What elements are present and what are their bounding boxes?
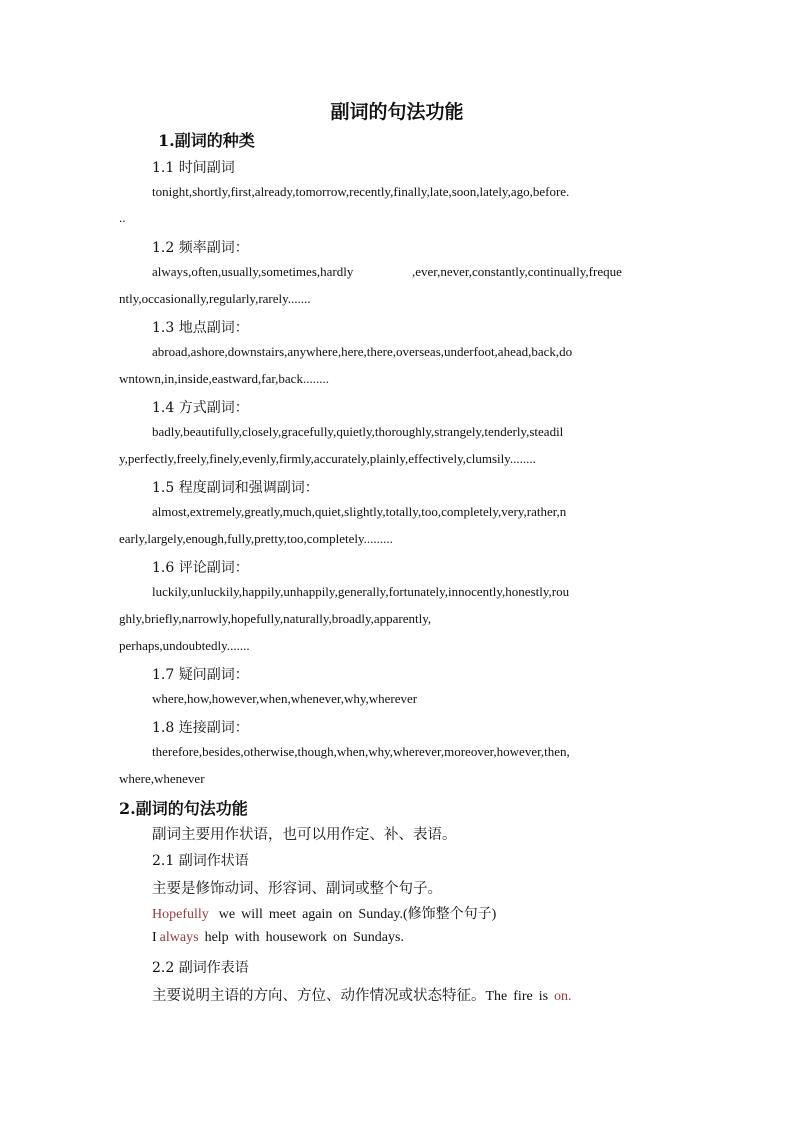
highlighted-adverb: always bbox=[159, 930, 199, 945]
example-word: will bbox=[241, 907, 263, 922]
subsection-manner-label: 1.4 方式副词： bbox=[152, 400, 249, 416]
interrogative-adverbs-line-1: where,how,however,when,whenever,why,wherever bbox=[152, 691, 418, 706]
subsection-predicative-label: 2.2 副词作表语 bbox=[152, 960, 249, 976]
example-word: we bbox=[218, 907, 236, 922]
example-tail: Sundays. bbox=[353, 930, 404, 945]
comment-adverbs-line-3: perhaps,undoubtedly....... bbox=[119, 638, 250, 653]
frequency-adverbs-line-2: ntly,occasionally,regularly,rarely....... bbox=[119, 291, 311, 306]
example-word: on bbox=[333, 930, 347, 945]
example-word: on bbox=[338, 907, 353, 922]
highlighted-adverb: on. bbox=[554, 989, 572, 1004]
example-word: housework bbox=[265, 930, 327, 945]
time-adverbs-line-2: .. bbox=[119, 210, 126, 225]
adverbial-description: 主要是修饰动词、形容词、副词或整个句子。 bbox=[152, 881, 442, 897]
example-word: help bbox=[204, 930, 229, 945]
predicative-description-line bbox=[152, 984, 572, 1005]
example-tail: Sunday.(修饰整个句子) bbox=[358, 907, 497, 922]
page-title: 副词的句法功能 bbox=[330, 101, 464, 123]
example-word: The bbox=[485, 989, 508, 1004]
subsection-place-label: 1.3 地点副词： bbox=[152, 320, 249, 336]
comment-adverbs-line-2: ghly,briefly,narrowly,hopefully,naturally,broadly,apparently, bbox=[119, 611, 432, 626]
section-heading-functions: 2.副词的句法功能 bbox=[119, 799, 248, 818]
subsection-time-label: 1.1 时间副词 bbox=[152, 160, 235, 176]
subsection-adverbial-label: 2.1 副词作状语 bbox=[152, 853, 249, 869]
degree-adverbs-line-1: almost,extremely,greatly,much,quiet,slightly,totally,too,completely,very,rather,n bbox=[152, 504, 567, 519]
place-adverbs-line-2: wntown,in,inside,eastward,far,back........ bbox=[119, 371, 329, 386]
adverbial-example-2 bbox=[152, 930, 404, 946]
degree-adverbs-line-2: early,largely,enough,fully,pretty,too,completely......... bbox=[119, 531, 393, 546]
example-word: fire bbox=[513, 989, 533, 1004]
section-heading-types: 1.副词的种类 bbox=[158, 131, 255, 150]
example-word: meet bbox=[268, 907, 297, 922]
conjunctive-adverbs-line-2: where,whenever bbox=[119, 771, 205, 786]
comment-adverbs-line-1: luckily,unluckily,happily,unhappily,generally,fortunately,innocently,honestly,rou bbox=[152, 584, 570, 599]
manner-adverbs-line-1: badly,beautifully,closely,gracefully,quietly,thoroughly,strangely,tenderly,steadil bbox=[152, 424, 564, 439]
highlighted-adverb: Hopefully bbox=[152, 907, 209, 922]
subsection-frequency-label: 1.2 频率副词： bbox=[152, 240, 249, 256]
manner-adverbs-line-2: y,perfectly,freely,finely,evenly,firmly,accurately,plainly,effectively,clumsily........ bbox=[119, 451, 536, 466]
frequency-adverbs-line-1b: ,ever,never,constantly,continually,freque bbox=[412, 264, 622, 279]
conjunctive-adverbs-line-1: therefore,besides,otherwise,though,when,why,wherever,moreover,however,then, bbox=[152, 744, 570, 759]
example-word: again bbox=[302, 907, 333, 922]
adverbial-example-1 bbox=[152, 903, 496, 923]
subsection-conjunctive-label: 1.8 连接副词： bbox=[152, 720, 249, 736]
predicative-description: 主要说明主语的方向、方位、动作情况或状态特征。 bbox=[152, 988, 486, 1004]
example-word: is bbox=[538, 989, 549, 1004]
subsection-interrogative-label: 1.7 疑问副词： bbox=[152, 667, 249, 683]
time-adverbs-line-1: tonight,shortly,first,already,tomorrow,recently,finally,late,soon,lately,ago,before. bbox=[152, 184, 570, 199]
example-word: with bbox=[234, 930, 260, 945]
frequency-adverbs-line-1a: always,often,usually,sometimes,hardly bbox=[152, 264, 354, 279]
functions-intro: 副词主要用作状语，也可以用作定、补、表语。 bbox=[152, 827, 457, 843]
place-adverbs-line-1: abroad,ashore,downstairs,anywhere,here,there,overseas,underfoot,ahead,back,do bbox=[152, 344, 573, 359]
example-word: I bbox=[152, 930, 157, 945]
subsection-degree-label: 1.5 程度副词和强调副词： bbox=[152, 480, 319, 496]
subsection-comment-label: 1.6 评论副词： bbox=[152, 560, 249, 576]
